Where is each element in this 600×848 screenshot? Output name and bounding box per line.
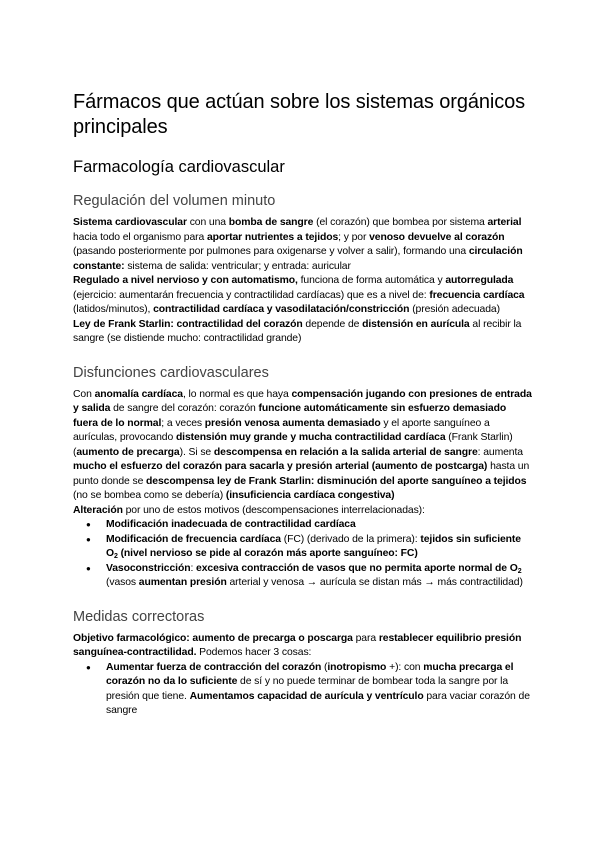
bold-text: tejidos sin suficiente O <box>106 533 521 559</box>
text-run: Podemos hacer 3 cosas: <box>196 647 312 658</box>
bold-text: descompensa en relación a la salida arterial de sangre <box>213 446 478 458</box>
document-title: Fármacos que actúan sobre los sistemas orgánicos principales <box>73 91 526 138</box>
text-run: de sí y no puede terminar de bombear toda la sangre por la presión que tiene. <box>106 676 509 702</box>
paragraph <box>73 216 533 274</box>
bold-text: Vasoconstricción <box>106 562 191 574</box>
text-run: (no se bombea como se debería) <box>73 490 226 501</box>
paragraph <box>73 274 533 318</box>
text-run: (Frank Starlin) ( <box>73 432 513 458</box>
bold-text: Aumentar fuerza de contracción del corazón <box>106 661 322 673</box>
bold-text: aumento de precarga <box>76 446 180 458</box>
bullet-list <box>73 518 533 591</box>
paragraph <box>73 388 533 504</box>
text-run: para <box>352 632 379 644</box>
bold-text: inotropismo <box>327 661 387 673</box>
text-run: por uno de estos motivos (descompensaciones interrelacionadas): <box>122 504 425 516</box>
text-run: ; a veces <box>161 417 205 429</box>
text-run: +): con <box>386 661 424 673</box>
text-run: para vaciar corazón de sangre <box>106 690 530 716</box>
list-item <box>106 518 533 533</box>
text-run: sistema de salida: ventricular; y entrada: auricular <box>124 260 351 272</box>
section-heading: Regulación del volumen minuto <box>73 193 276 209</box>
bold-text: arterial <box>487 217 522 228</box>
bold-text: restablecer equilibrio presión sanguínea-contractilidad. <box>73 632 522 658</box>
bullet-list <box>73 661 533 719</box>
text-run: (ejercicio: aumentarán frecuencia y contractilidad cardíacas) que es a nivel de: <box>73 289 430 301</box>
bold-text: mucho el esfuerzo del corazón para sacarla y presión arterial (aumento de postcarga) <box>73 461 488 472</box>
bold-text: distensión en aurícula <box>362 318 470 330</box>
bold-text: mucha precarga el corazón no da lo suficiente <box>106 661 514 687</box>
bold-text: bomba de sangre <box>228 217 314 228</box>
text-run: (FC) (derivado de la primera): <box>280 533 421 545</box>
bold-text: Alteración <box>73 504 123 516</box>
chapter-heading: Farmacología cardiovascular <box>73 158 285 176</box>
bold-text: Regulado a nivel nervioso y con automatismo, <box>73 275 298 286</box>
section-heading: Disfunciones cardiovasculares <box>73 364 269 381</box>
bold-text: Modificación inadecuada de contractilidad cardíaca <box>106 519 356 530</box>
paragraph <box>73 504 533 519</box>
bold-text: presión venosa aumenta demasiado <box>204 417 381 429</box>
text-run: depende de <box>302 318 363 330</box>
bold-text: Ley de Frank Starlin: contractilidad del corazón <box>73 318 303 330</box>
text-run: (presión adecuada) <box>409 304 500 315</box>
section-medidas <box>73 608 533 719</box>
section-disfunciones <box>73 364 533 591</box>
text-run: : <box>190 562 197 574</box>
bold-text: (nivel nervioso se pide al corazón más aporte sanguíneo: FC) <box>117 548 418 559</box>
text-run: al recibir la sangre (se distiende mucho: contractilidad grande) <box>73 318 522 344</box>
list-item <box>106 661 533 719</box>
section-regulacion <box>73 192 533 347</box>
text-run: ( <box>321 661 328 673</box>
text-run: funciona de forma automática y <box>297 275 446 286</box>
text-run: Con <box>73 388 95 400</box>
text-run: con una <box>186 217 229 228</box>
bold-text: aportar nutrientes a tejidos <box>207 231 339 243</box>
document-content <box>73 90 533 719</box>
list-item <box>106 562 533 591</box>
bold-text: venoso devuelve al corazón <box>369 231 505 243</box>
text-run: (pasando posteriormente por pulmones para oxigenarse y volver a salir), formando una <box>73 246 469 257</box>
bold-text: circulación constante: <box>73 246 523 272</box>
text-run: ). Si se <box>179 446 214 458</box>
text-run: ; y por <box>338 231 370 243</box>
bold-text: compensación jugando con presiones de entrada y salida <box>73 388 532 414</box>
bold-text: autorregulada <box>445 275 514 286</box>
subscript-text: 2 <box>517 567 522 575</box>
list-item <box>106 533 533 562</box>
bold-text: contractilidad cardíaca y vasodilatación/constricción <box>153 304 410 315</box>
bold-text: Modificación de frecuencia cardíaca <box>106 533 281 545</box>
bold-text: Aumentamos capacidad de aurícula y ventrículo <box>189 690 424 702</box>
bold-text: descompensa ley de Frank Starlin: disminución del aporte sanguíneo a tejidos <box>146 475 527 487</box>
paragraph <box>73 318 533 347</box>
text-run: de sangre del corazón: corazón <box>110 403 259 414</box>
bold-text: frecuencia cardíaca <box>429 289 525 301</box>
bold-text: excesiva contracción de vasos que no permita aporte normal de O <box>196 562 518 574</box>
text-run: (latidos/minutos), <box>73 304 154 315</box>
text-run: arterial y venosa → aurícula se distan más → más contractilidad) <box>226 577 523 588</box>
text-run: : aumenta <box>477 446 523 458</box>
text-run: (el corazón) que bombea por sistema <box>313 217 488 228</box>
text-run: y el aporte sanguíneo a aurículas, provocando <box>73 417 490 443</box>
bold-text: anomalía cardíaca <box>94 388 183 400</box>
bold-text: Objetivo farmacológico: aumento de precarga o poscarga <box>73 632 353 644</box>
section-heading: Medidas correctoras <box>73 608 205 625</box>
bold-text: (insuficiencia cardíaca congestiva) <box>225 490 395 501</box>
bold-text: funcione automáticamente sin esfuerzo demasiado fuera de lo normal <box>73 403 507 429</box>
text-run: hacia todo el organismo para <box>73 231 207 243</box>
bold-text: distensión muy grande y mucha contractilidad cardíaca <box>175 432 446 443</box>
bold-text: aumentan presión <box>138 577 227 588</box>
text-run: (vasos <box>106 577 139 588</box>
text-run: , lo normal es que haya <box>182 388 292 400</box>
subscript-text: 2 <box>113 553 118 560</box>
bold-text: Sistema cardiovascular <box>73 217 187 228</box>
text-run: hasta un punto donde se <box>73 461 530 487</box>
paragraph <box>73 632 533 661</box>
